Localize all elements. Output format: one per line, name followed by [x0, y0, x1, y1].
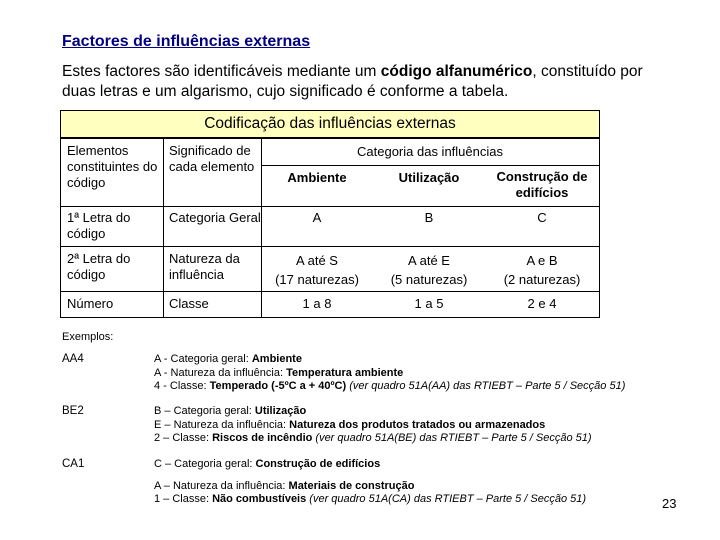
- row2-element: 2ª Letra do código: [67, 251, 131, 282]
- row2-note-construcao: (2 naturezas): [503, 272, 581, 287]
- line-suffix: (ver quadro 51A(AA) das RTIEBT – Parte 5 / Secção 51): [346, 380, 626, 392]
- row2-value-ambiente: A até S: [296, 253, 338, 268]
- intro-text-after: , constituído por duas letras e um algarismo, cujo significado é conforme a tabela.: [62, 63, 643, 100]
- row3-element: Número: [67, 296, 114, 311]
- sub-header-utilizacao: Utilização: [398, 170, 460, 185]
- line-suffix: (ver quadro 51A(BE) das RTIEBT – Parte 5 / Secção 51): [312, 432, 592, 444]
- example-line: [154, 353, 694, 367]
- row3-value-utilizacao: 1 a 5: [414, 296, 444, 311]
- page-number: 23: [662, 496, 677, 511]
- row2-ambiente: [261, 251, 373, 289]
- row3-value-construcao: 2 e 4: [527, 296, 557, 311]
- example-line: [154, 458, 694, 472]
- row2-construcao: [485, 251, 599, 289]
- example-code-aa4: AA4: [62, 353, 84, 365]
- sub-header-construcao: Construção de edifícios: [496, 169, 588, 200]
- table-divider: [261, 165, 599, 166]
- sub-header-ambiente: Ambiente: [287, 170, 347, 185]
- example-code-be2: BE2: [62, 405, 84, 417]
- example-line: [154, 480, 694, 494]
- example-body-aa4: [154, 353, 694, 394]
- row2-value-utilizacao: A até E: [408, 253, 450, 268]
- line-bold: Ambiente: [251, 353, 302, 365]
- intro-text-before: Estes factores são identificáveis mediante um: [62, 63, 381, 80]
- table-divider: [61, 246, 599, 247]
- row3-value-ambiente: 1 a 8: [302, 296, 332, 311]
- table-caption: Codificação das influências externas: [61, 111, 599, 139]
- row1-value-c: C: [537, 210, 547, 225]
- col-header-elements: Elementos constituintes do código: [67, 143, 158, 190]
- example-body-be2: [154, 405, 694, 446]
- examples-label: Exemplos:: [62, 331, 114, 343]
- line-bold: Natureza dos produtos tratados ou armazenados: [289, 418, 546, 431]
- line-bold: Não combustíveis: [212, 493, 307, 505]
- line-prefix: A - Categoria geral:: [154, 353, 252, 365]
- line-bold: Materiais de construção: [288, 479, 415, 492]
- row1-value-b: B: [424, 210, 434, 225]
- line-bold: Temperado (-5ºC a + 40ºC): [209, 380, 347, 392]
- example-line: [154, 380, 694, 394]
- row2-note-utilizacao: (5 naturezas): [390, 272, 468, 287]
- line-prefix: A - Natureza da influência:: [154, 366, 287, 379]
- example-code-ca1: CA1: [62, 458, 85, 470]
- intro-text-bold: código alfanumérico: [380, 63, 533, 80]
- example-line: [154, 405, 694, 419]
- line-prefix: B – Categoria geral:: [154, 405, 255, 417]
- example-line: [154, 493, 694, 507]
- example-spacer: [154, 472, 694, 480]
- row2-value-construcao: A e B: [526, 253, 558, 268]
- line-prefix: 2 – Classe:: [154, 432, 213, 444]
- row1-value-a: A: [312, 210, 322, 225]
- row3-meaning: Classe: [169, 296, 209, 311]
- row2-meaning: Natureza da influência: [169, 251, 240, 282]
- line-prefix: C – Categoria geral:: [154, 458, 256, 470]
- line-suffix: (ver quadro 51A(CA) das RTIEBT – Parte 5 / Secção 51): [306, 493, 587, 505]
- page-title: Factores de influências externas: [62, 33, 311, 50]
- table-divider: [61, 206, 599, 207]
- line-prefix: 1 – Classe:: [154, 493, 213, 505]
- line-prefix: A – Natureza da influência:: [154, 479, 289, 492]
- line-bold: Riscos de incêndio: [212, 432, 313, 444]
- example-line: [154, 432, 694, 446]
- example-line: [154, 367, 694, 381]
- example-body-ca1: [154, 458, 694, 507]
- intro-paragraph: [62, 62, 662, 102]
- row2-note-ambiente: (17 naturezas): [275, 272, 359, 287]
- codification-table: [60, 110, 600, 318]
- line-prefix: 4 - Classe:: [154, 380, 210, 392]
- table-divider: [61, 291, 599, 292]
- row2-utilizacao: [373, 251, 485, 289]
- example-line: [154, 419, 694, 433]
- line-bold: Temperatura ambiente: [286, 366, 404, 379]
- line-bold: Construção de edifícios: [255, 458, 381, 470]
- line-bold: Utilização: [254, 405, 307, 417]
- line-prefix: E – Natureza da influência:: [154, 418, 290, 431]
- row1-meaning: Categoria Geral: [169, 210, 261, 225]
- col-header-meaning: Significado de cada elemento: [169, 143, 255, 174]
- group-header-categories: Categoria das influências: [357, 144, 503, 159]
- row1-element: 1ª Letra do código: [67, 210, 131, 241]
